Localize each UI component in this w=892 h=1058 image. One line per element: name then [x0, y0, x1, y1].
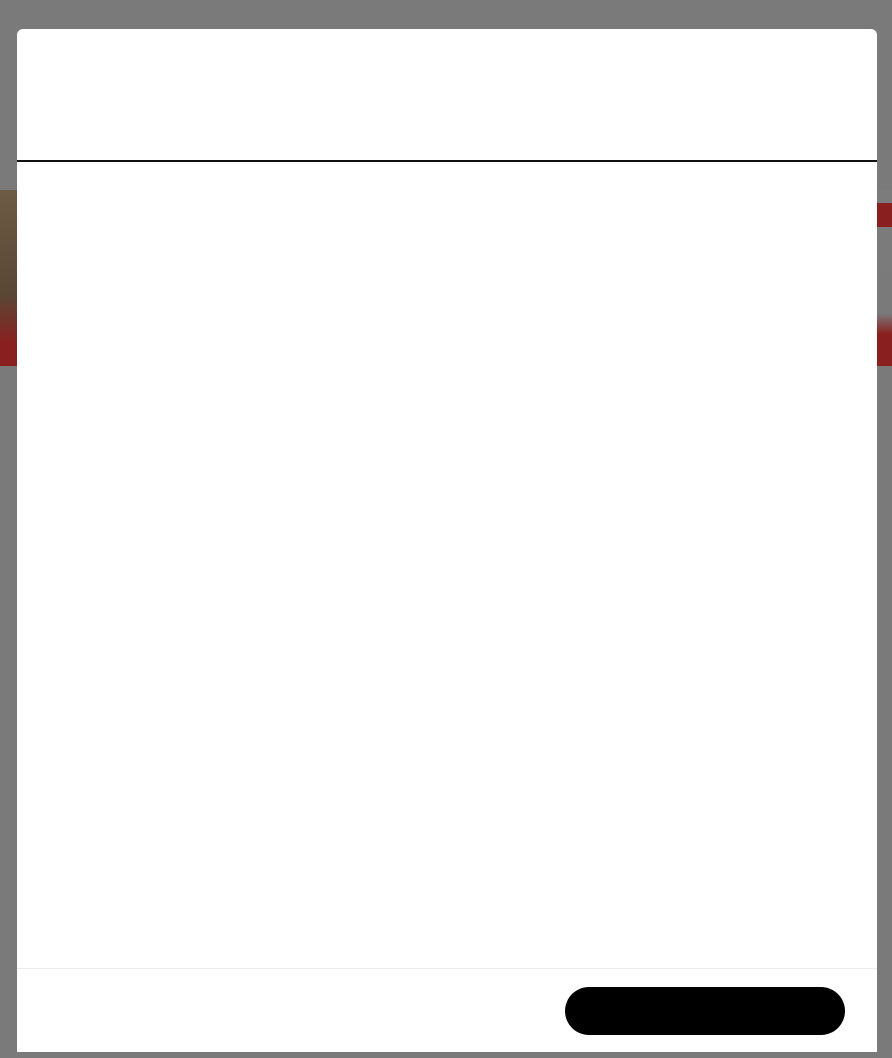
modal-footer	[17, 968, 877, 1052]
background-promo-tag	[877, 203, 892, 227]
modal-header	[17, 29, 877, 162]
categories-modal	[17, 29, 877, 1052]
apply-selections-button[interactable]	[565, 987, 845, 1035]
background-restaurant-image	[0, 190, 17, 366]
